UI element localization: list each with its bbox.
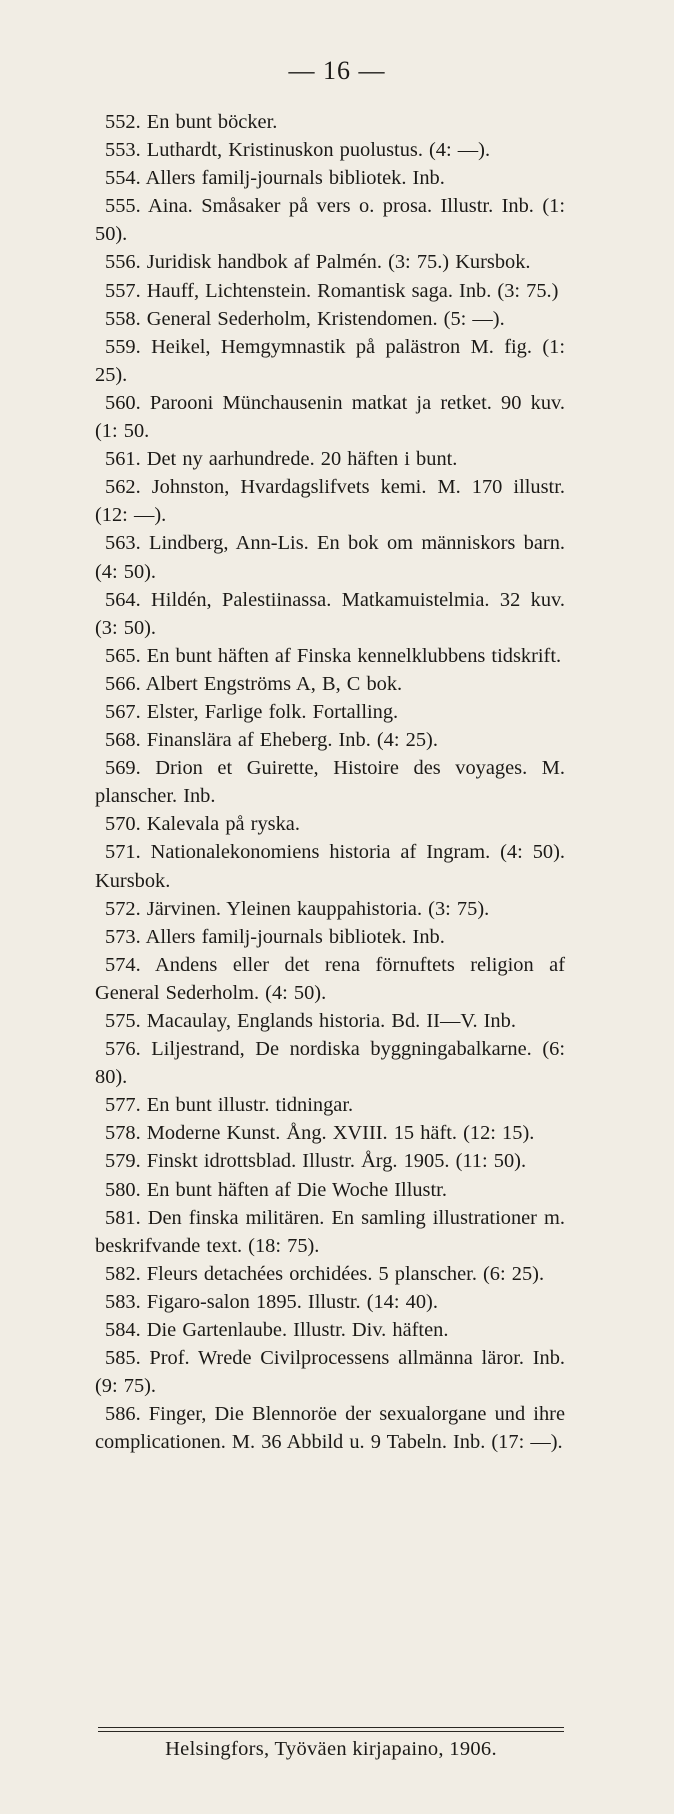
catalogue-entry: 570. Kalevala på ryska. [105, 813, 300, 836]
catalogue-entry: 567. Elster, Farlige folk. Fortalling. [105, 700, 399, 723]
catalogue-entry: 553. Luthardt, Kristinuskon puolustus. (4: —). [105, 139, 491, 162]
catalogue-entry: 560. Parooni Münchausenin matkat ja retket. 90 kuv. (1: 50. [95, 391, 565, 443]
catalogue-entry: 575. Macaulay, Englands historia. Bd. II—V. Inb. [105, 1010, 516, 1032]
catalogue-entry: 572. Järvinen. Yleinen kauppahistoria. (3: 75). [105, 897, 490, 920]
catalogue-entry: 569. Drion et Guirette, Histoire des voyages. M. planscher. Inb. [95, 757, 565, 808]
catalogue-entry: 556. Juridisk handbok af Palmén. (3: 75.) Kursbok. [105, 251, 531, 274]
printer-imprint: Helsingfors, Työväen kirjapaino, 1906. [165, 1738, 497, 1760]
catalogue-entry: 576. Liljestrand, De nordiska byggningabalkarne. (6: 80). [95, 1038, 565, 1089]
catalogue-entry: 555. Aina. Småsaker på vers o. prosa. Illustr. Inb. (1: 50). [95, 195, 565, 246]
catalogue-listing [95, 108, 565, 1457]
catalogue-entry: 554. Allers familj-journals bibliotek. Inb. [105, 167, 445, 190]
catalogue-entry: 559. Heikel, Hemgymnastik på palästron M. fig. (1: 25). [95, 335, 565, 386]
footer-rule [98, 1727, 564, 1735]
catalogue-entry: 552. En bunt böcker. [105, 111, 278, 133]
catalogue-entry: 563. Lindberg, Ann-Lis. En bok om människors barn. (4: 50). [95, 532, 565, 583]
catalogue-entry: 579. Finskt idrottsblad. Illustr. Årg. 1905. (11: 50). [105, 1150, 527, 1173]
catalogue-entry: 573. Allers familj-journals bibliotek. Inb. [105, 925, 445, 948]
catalogue-entry: 561. Det ny aarhundrede. 20 häften i bunt. [105, 448, 458, 471]
catalogue-entry: 583. Figaro-salon 1895. Illustr. (14: 40). [105, 1290, 438, 1313]
catalogue-entry: 558. General Sederholm, Kristendomen. (5: —). [105, 307, 505, 330]
footer-rule-line [98, 1727, 564, 1728]
catalogue-entry: 574. Andens eller det rena förnuftets religion af General Sederholm. (4: 50). [95, 953, 565, 1004]
catalogue-entry: 585. Prof. Wrede Civilprocessens allmänna läror. Inb. (9: 75). [95, 1347, 565, 1398]
catalogue-entry: 582. Fleurs detachées orchidées. 5 planscher. (6: 25). [105, 1262, 545, 1285]
catalogue-entry: 565. En bunt häften af Finska kennelklubbens tidskrift. [105, 644, 562, 667]
catalogue-entry: 584. Die Gartenlaube. Illustr. Div. häften. [105, 1319, 449, 1342]
catalogue-entry: 581. Den finska militären. En samling illustrationer m. beskrifvande text. (18: 75). [95, 1206, 565, 1257]
catalogue-entry: 578. Moderne Kunst. Ång. XVIII. 15 häft. (12: 15). [105, 1122, 535, 1145]
catalogue-entry: 566. Albert Engströms A, B, C bok. [105, 672, 403, 695]
catalogue-entry: 580. En bunt häften af Die Woche Illustr. [105, 1178, 447, 1201]
catalogue-entry: 571. Nationalekonomiens historia af Ingram. (4: 50). Kursbok. [95, 841, 565, 892]
catalogue-entry: 557. Hauff, Lichtenstein. Romantisk saga. Inb. (3: 75.) [105, 279, 559, 302]
catalogue-entry: 564. Hildén, Palestiinassa. Matkamuistelmia. 32 kuv. (3: 50). [95, 588, 565, 639]
catalogue-entry: 568. Finanslära af Eheberg. Inb. (4: 25). [105, 729, 438, 752]
page-number: — 16 — [288, 56, 386, 85]
catalogue-entry: 562. Johnston, Hvardagslifvets kemi. M. 170 illustr. (12: —). [95, 476, 565, 527]
catalogue-entry: 586. Finger, Die Blennoröe der sexualorgane und ihre complicationen. M. 36 Abbild u. 9 Tabeln. Inb. (17: —). [95, 1403, 565, 1454]
catalogue-entry: 577. En bunt illustr. tidningar. [105, 1094, 354, 1117]
footer-rule-line [98, 1731, 564, 1732]
